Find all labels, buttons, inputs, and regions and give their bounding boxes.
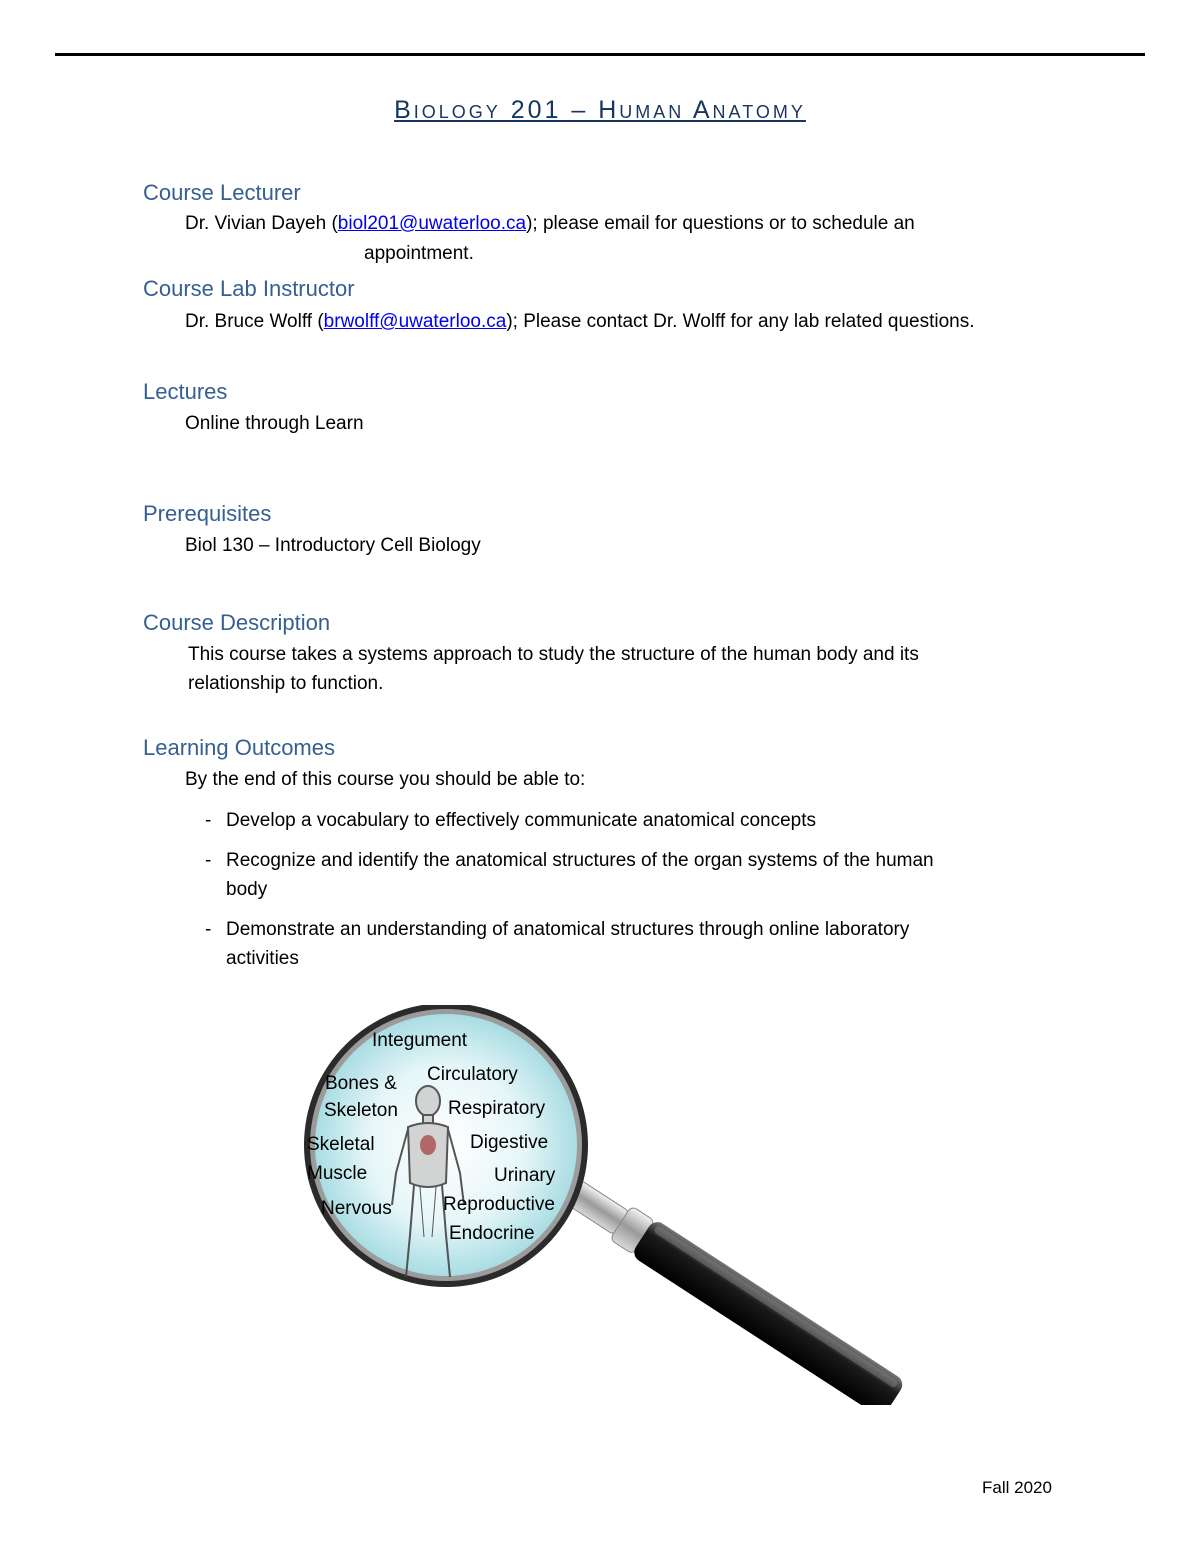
- magnifier-handle: [560, 1173, 906, 1405]
- outcomes-heading: Learning Outcomes: [143, 735, 335, 760]
- lecturer-email-link[interactable]: biol201@uwaterloo.ca: [337, 213, 527, 234]
- outcome-text: Demonstrate an understanding of anatomical structures through online laboratory: [226, 919, 910, 940]
- outcome-text: Develop a vocabulary to effectively communicate anatomical concepts: [226, 810, 817, 831]
- page-title: Biology 201 – Human Anatomy: [394, 96, 806, 124]
- magnifier-graphic: [300, 1005, 920, 1405]
- lecturer-note: ); please email for questions or to schedule an: [526, 213, 915, 234]
- lab-instructor-email-link[interactable]: brwolff@uwaterloo.ca: [323, 311, 507, 332]
- footer-term: Fall 2020: [982, 1478, 1052, 1497]
- system-label-respiratory: Respiratory: [448, 1098, 546, 1119]
- bullet-dash: -: [205, 850, 212, 871]
- system-label-reproductive: Reproductive: [443, 1194, 555, 1215]
- prerequisites-heading: Prerequisites: [143, 501, 272, 526]
- lecturer-heading: Course Lecturer: [143, 180, 301, 205]
- lab-instructor-name: Dr. Bruce Wolff (: [185, 311, 324, 332]
- outcome-text-cont: activities: [226, 948, 299, 969]
- bullet-dash: -: [205, 919, 212, 940]
- system-label-skeletal: Skeletal: [307, 1134, 375, 1155]
- lectures-text: Online through Learn: [185, 413, 364, 434]
- lab-instructor-info: [185, 307, 975, 337]
- system-label-urinary: Urinary: [494, 1165, 556, 1186]
- system-label-circulatory: Circulatory: [427, 1064, 518, 1085]
- outcome-text-cont: body: [226, 879, 268, 900]
- prerequisites-text: Biol 130 – Introductory Cell Biology: [185, 535, 481, 556]
- lab-instructor-heading: Course Lab Instructor: [143, 276, 355, 301]
- lecturer-name: Dr. Vivian Dayeh (: [185, 213, 338, 234]
- system-label-integument: Integument: [372, 1030, 468, 1051]
- description-line-1: This course takes a systems approach to study the structure of the human body and its: [188, 644, 919, 665]
- system-label-bones: Bones &: [325, 1073, 397, 1094]
- system-label-digestive: Digestive: [470, 1132, 549, 1153]
- description-heading: Course Description: [143, 610, 331, 635]
- bullet-dash: -: [205, 810, 212, 831]
- lecturer-info: [185, 209, 915, 239]
- lecturer-note-cont: appointment.: [364, 243, 474, 264]
- system-label-endocrine: Endocrine: [449, 1223, 535, 1244]
- system-label-muscle: Muscle: [307, 1163, 368, 1184]
- outcomes-intro: By the end of this course you should be able to:: [185, 769, 586, 790]
- lectures-heading: Lectures: [143, 379, 228, 404]
- magnifier-illustration: [300, 1005, 920, 1405]
- top-rule: [55, 53, 1145, 56]
- system-label-skeleton: Skeleton: [324, 1100, 398, 1121]
- description-line-2: relationship to function.: [188, 673, 384, 694]
- lab-instructor-note: ); Please contact Dr. Wolff for any lab related questions.: [506, 311, 975, 332]
- system-label-nervous: Nervous: [321, 1198, 392, 1219]
- outcome-text: Recognize and identify the anatomical structures of the organ systems of the human: [226, 850, 934, 871]
